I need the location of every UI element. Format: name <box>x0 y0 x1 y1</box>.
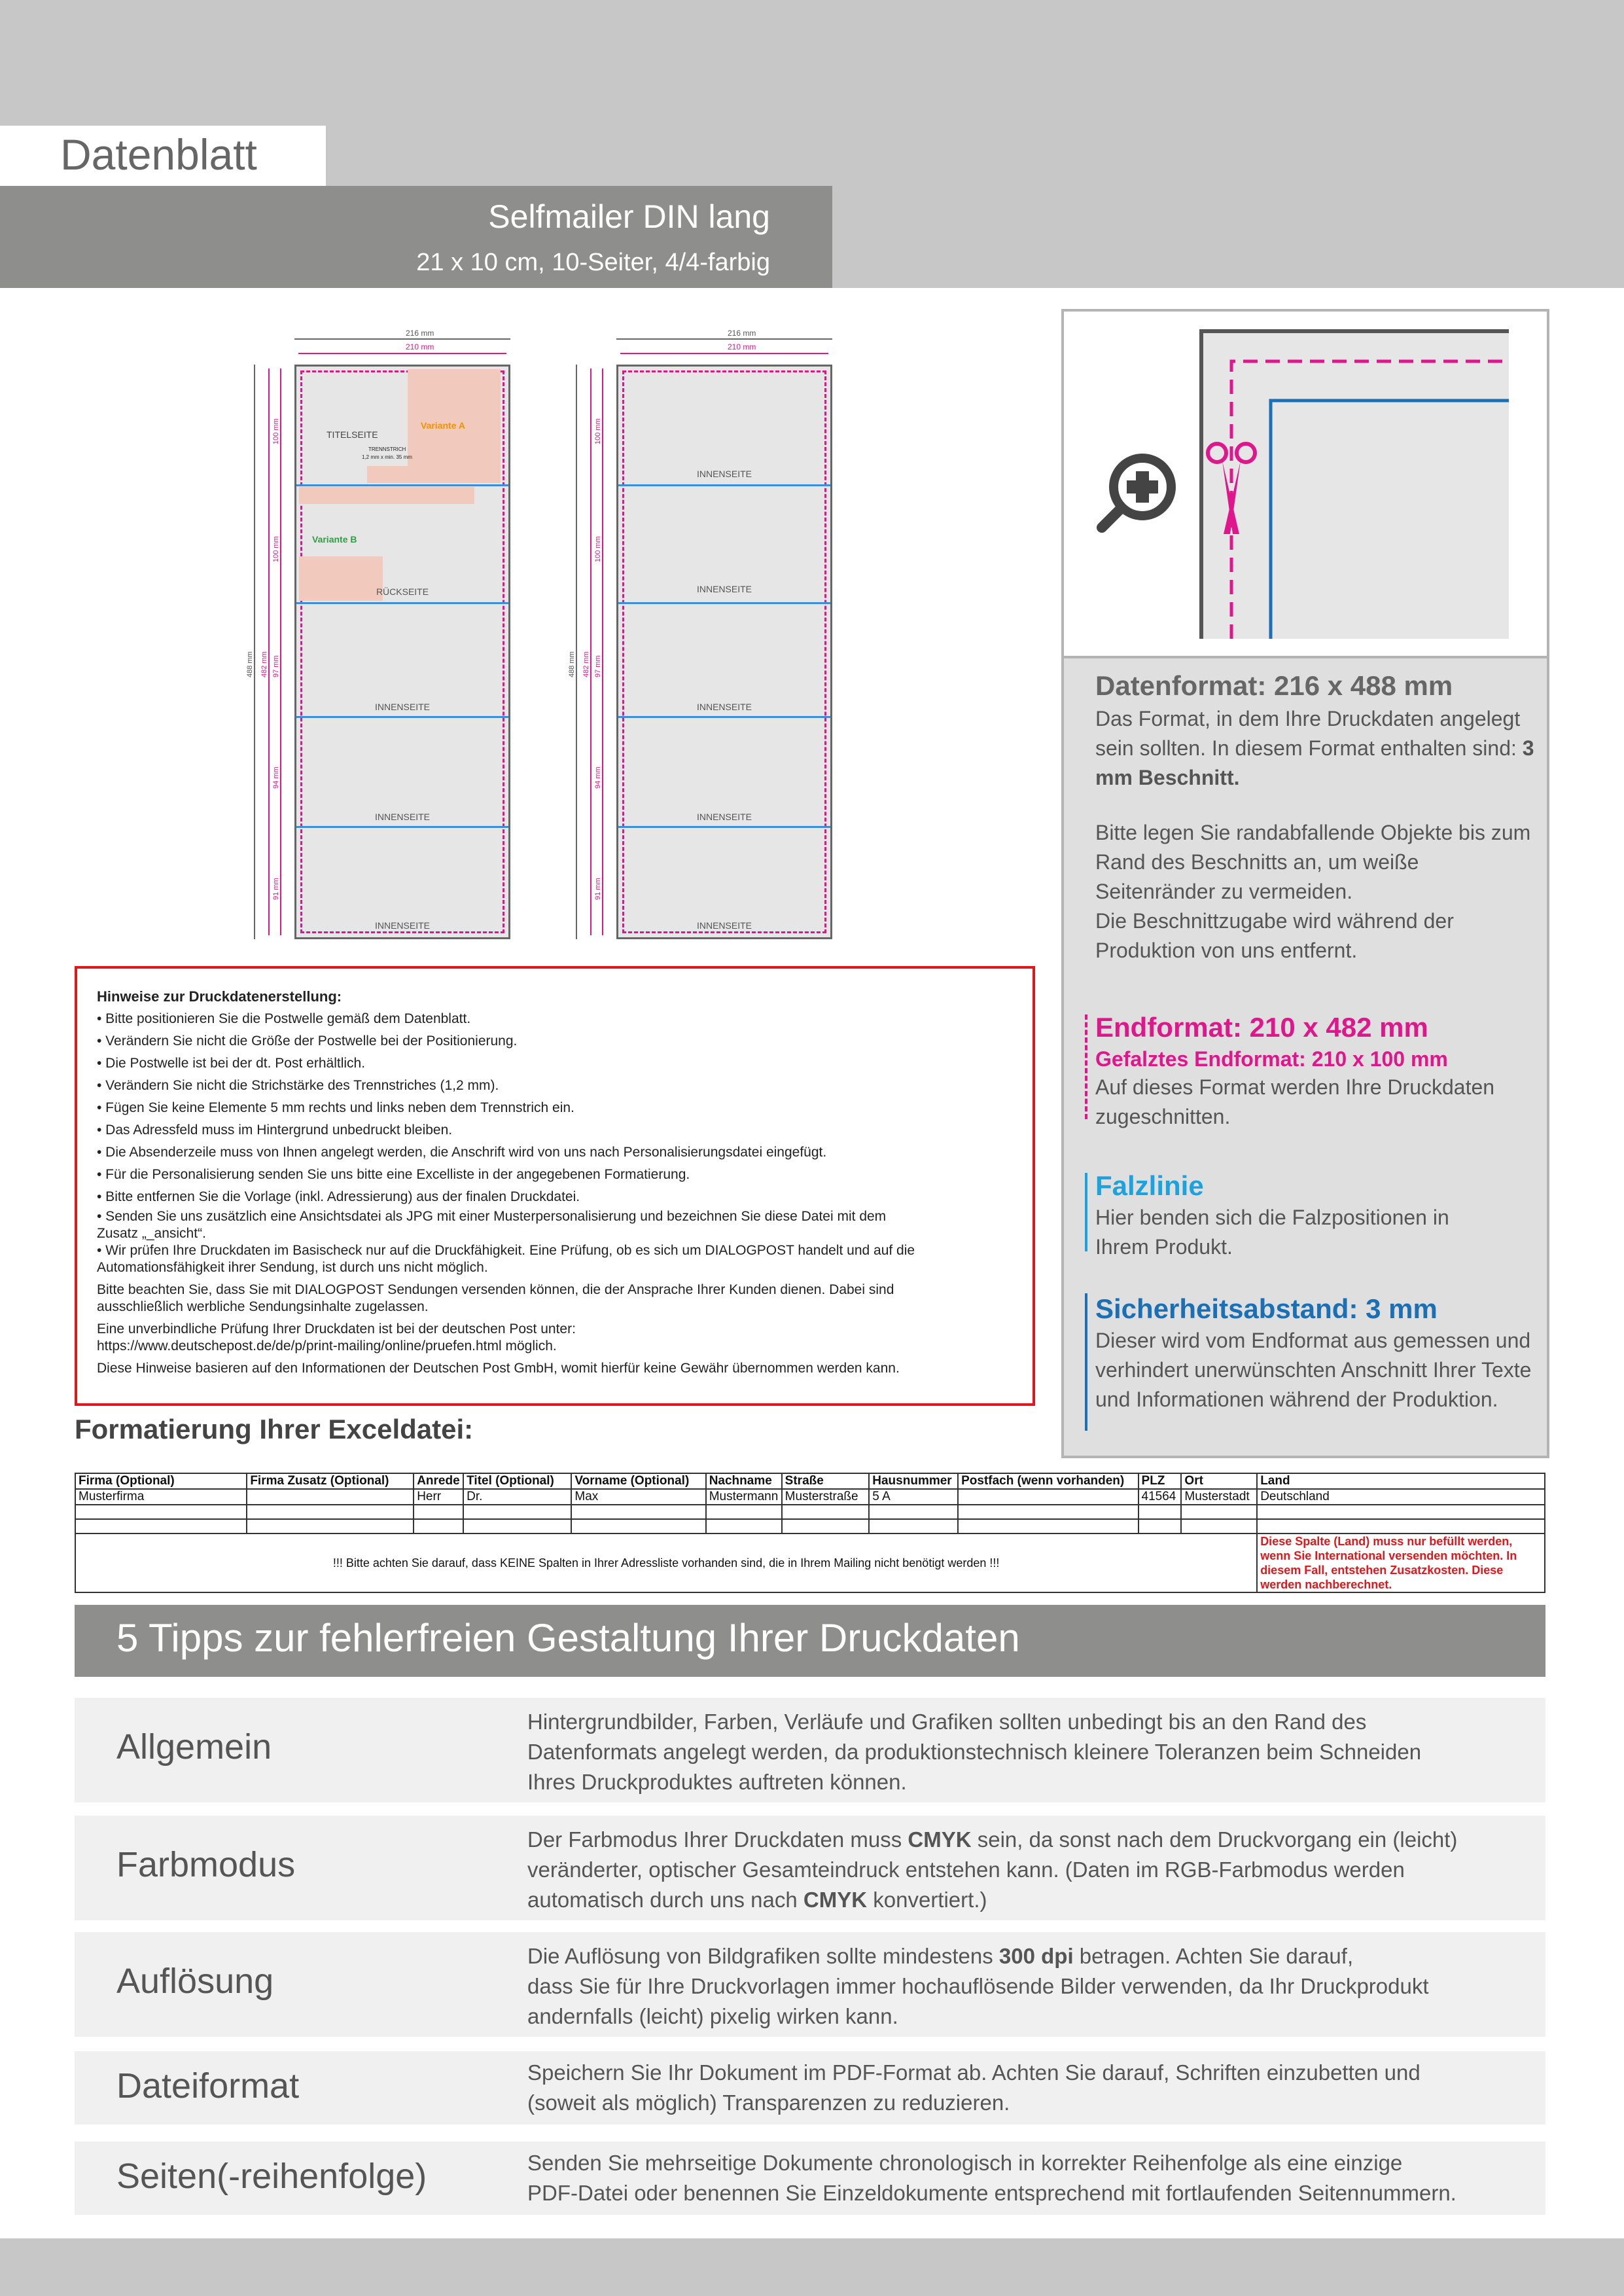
footer-band <box>0 2238 1624 2296</box>
dim-seg-3: 97 mm <box>594 655 602 677</box>
fold-line <box>618 484 830 486</box>
endformat-dashed-marker <box>1085 1014 1087 1119</box>
panel-label-inner: INNENSEITE <box>696 702 752 712</box>
endformat-text: Auf dieses Format werden Ihre Druckdaten zugeschnitten. <box>1095 1075 1495 1128</box>
table-row: Musterfirma Herr Dr. Max Mustermann Musterstraße 5 A 41564 Musterstadt Deutschland <box>75 1489 1545 1505</box>
tip-title: Auflösung <box>116 1962 274 2001</box>
list-item: • Verändern Sie nicht die Größe der Postwelle bei der Positionierung. <box>97 1033 518 1049</box>
fold-line <box>296 484 508 486</box>
tip-row-seitenreihenfolge <box>75 2142 1545 2215</box>
zoom-in-icon <box>1095 449 1180 534</box>
column-header: Firma (Optional) <box>75 1473 247 1489</box>
datenformat-text: Das Format, in dem Ihre Druckdaten angelegt sein sollten. In diesem Format enthalten sind: 3 mm Beschnitt. <box>1095 707 1534 789</box>
dim-width-inner: 210 mm <box>406 342 434 351</box>
endformat-subheading: Gefalztes Endformat: 210 x 100 mm <box>1095 1047 1448 1071</box>
panel-label-title: TITELSEITE <box>327 429 378 440</box>
dim-total-inner: 482 mm <box>582 651 590 677</box>
panel-label-inner: INNENSEITE <box>696 469 752 479</box>
page-title: Datenblatt <box>60 130 257 179</box>
falzlinie-text: Hier benden sich die Falzpositionen in Ihrem Produkt. <box>1095 1206 1449 1259</box>
panel-label-inner: INNENSEITE <box>374 812 430 822</box>
panel-label-inner: INNENSEITE <box>696 812 752 822</box>
sicherheit-text: Dieser wird vom Endformat aus gemessen und verhindert unerwünschten Anschnitt Ihrer Texte und Informationen während der Produktion. <box>1095 1329 1532 1411</box>
falzlinie-heading: Falzlinie <box>1095 1170 1204 1201</box>
excel-table <box>75 1473 1545 1593</box>
panel-label-back: RÜCKSEITE <box>376 586 429 597</box>
list-item: • Für die Personalisierung senden Sie uns bitte eine Excelliste in der angegebenen Formatierung. <box>97 1167 690 1182</box>
fold-line <box>618 826 830 828</box>
dim-total-outer: 488 mm <box>568 651 576 677</box>
list-item: Zusatz „_ansicht“. <box>97 1226 206 1241</box>
column-header: Firma Zusatz (Optional) <box>247 1473 414 1489</box>
dim-seg-2: 100 mm <box>594 536 602 562</box>
table-row <box>75 1505 1545 1519</box>
tip-title: Farbmodus <box>116 1845 296 1884</box>
panel-label-inner: INNENSEITE <box>374 920 430 931</box>
list-item: • Wir prüfen Ihre Druckdaten im Basischeck nur auf die Druckfähigkeit. Eine Prüfung, ob es sich um DIALOGPOST handelt und auf die <box>97 1243 915 1258</box>
page-area <box>616 365 832 939</box>
dim-total-inner: 482 mm <box>260 651 268 677</box>
column-header: Titel (Optional) <box>463 1473 571 1489</box>
column-header: Straße <box>782 1473 870 1489</box>
tip-row-farbmodus <box>75 1816 1545 1920</box>
list-item: • Die Absenderzeile muss von Ihnen angelegt werden, die Anschrift wird von uns nach Personalisierungsdatei eingefügt. <box>97 1145 827 1160</box>
column-header: Nachname <box>706 1473 782 1489</box>
subtitle-box <box>0 186 832 288</box>
dim-width-outer: 216 mm <box>406 329 434 338</box>
tips-heading: 5 Tipps zur fehlerfreien Gestaltung Ihrer Druckdaten <box>116 1616 1020 1660</box>
list-item: • Fügen Sie keine Elemente 5 mm rechts und links neben dem Trennstrich ein. <box>97 1100 574 1115</box>
zoom-illustration <box>1064 312 1547 658</box>
tip-title: Allgemein <box>116 1727 272 1767</box>
list-item: • Verändern Sie nicht die Strichstärke des Trennstriches (1,2 mm). <box>97 1078 499 1093</box>
panel-label-inner: INNENSEITE <box>696 584 752 594</box>
trennstrich-label: TRENNSTRICH <box>368 446 406 452</box>
dim-seg-1: 100 mm <box>272 418 280 444</box>
tip-row-allgemein <box>75 1698 1545 1803</box>
dim-seg-5: 91 mm <box>272 878 280 900</box>
list-item: Bitte beachten Sie, dass Sie mit DIALOGPOST Sendungen versenden können, die der Ansprache Ihrer Kunden dienen. Dabei sind <box>97 1282 894 1297</box>
land-column-note: Diese Spalte (Land) muss nur befüllt werden, wenn Sie International versenden möchten. In diesem Fall, entstehen Zusatzkosten. Diese werden nachberechnet. <box>1257 1534 1545 1592</box>
falzlinie-marker <box>1085 1173 1087 1251</box>
fold-line <box>618 602 830 604</box>
hinweise-heading: Hinweise zur Druckdatenerstellung: <box>97 988 342 1005</box>
list-item: ausschließlich werbliche Sendungsinhalte zugelassen. <box>97 1299 429 1314</box>
product-name: Selfmailer DIN lang <box>488 198 770 235</box>
dim-seg-3: 97 mm <box>272 655 280 677</box>
info-panel <box>1061 309 1549 1458</box>
endformat-heading: Endformat: 210 x 482 mm <box>1095 1012 1428 1043</box>
column-header: PLZ <box>1139 1473 1182 1489</box>
variant-b-strip <box>299 487 474 504</box>
tip-text: Die Auflösung von Bildgrafiken sollte mindestens 300 dpi betragen. Achten Sie darauf, dass Sie für Ihre Druckvorlagen immer hochauflösende Bilder verwenden, da Ihr Druckprodukt andernfalls (leicht) pixelig wirken kann. <box>527 1944 1429 2028</box>
table-header-row <box>75 1473 1545 1489</box>
dim-width-inner: 210 mm <box>728 342 756 351</box>
hinweise-list <box>97 1008 1013 1377</box>
dim-seg-5: 91 mm <box>594 878 602 900</box>
fold-line <box>296 716 508 718</box>
datenformat-heading: Datenformat: 216 x 488 mm <box>1095 670 1453 701</box>
dim-seg-2: 100 mm <box>272 536 280 562</box>
column-header: Hausnummer <box>869 1473 958 1489</box>
fold-line <box>618 716 830 718</box>
fold-line <box>296 826 508 828</box>
layout-diagram-front <box>246 324 550 946</box>
column-header: Anrede <box>414 1473 463 1489</box>
list-item: • Senden Sie uns zusätzlich eine Ansichtsdatei als JPG mit einer Musterpersonalisierung und bezeichnen Sie diese Datei mit dem <box>97 1209 887 1224</box>
variant-a-label: Variante A <box>421 420 465 431</box>
fold-line <box>296 602 508 604</box>
tip-text: Speichern Sie Ihr Dokument im PDF-Format ab. Achten Sie darauf, Schriften einzubetten und (soweit als möglich) Transparenzen zu reduzieren. <box>527 2060 1421 2115</box>
tip-row-aufloesung <box>75 1932 1545 2037</box>
tip-title: Dateiformat <box>116 2066 300 2106</box>
title-tab <box>0 126 326 186</box>
product-spec: 21 x 10 cm, 10-Seiter, 4/4-farbig <box>416 249 770 276</box>
trennstrich-spec: 1,2 mm x min. 35 mm <box>362 454 412 460</box>
dim-seg-4: 94 mm <box>272 766 280 789</box>
list-item: Diese Hinweise basieren auf den Informationen der Deutschen Post GmbH, womit hierfür keine Gewähr übernommen werden kann. <box>97 1361 900 1376</box>
list-item: • Die Postwelle ist bei der dt. Post erhältlich. <box>97 1056 366 1071</box>
column-header: Land <box>1257 1473 1545 1489</box>
table-row <box>75 1519 1545 1534</box>
tip-title: Seiten(-reihenfolge) <box>116 2157 427 2196</box>
table-note-row <box>75 1534 1545 1592</box>
bleed-line <box>622 370 826 933</box>
dim-seg-1: 100 mm <box>594 418 602 444</box>
layout-diagram-back <box>568 324 872 946</box>
panel-label-inner: INNENSEITE <box>374 702 430 712</box>
list-item: https://www.deutschepost.de/de/p/print-mailing/online/pruefen.html möglich. <box>97 1338 557 1354</box>
variant-b-label: Variante B <box>312 534 357 545</box>
excel-heading: Formatierung Ihrer Exceldatei: <box>75 1414 474 1444</box>
variant-a-strip <box>367 466 501 483</box>
dim-width-outer: 216 mm <box>728 329 756 338</box>
list-item: • Bitte positionieren Sie die Postwelle gemäß dem Datenblatt. <box>97 1011 471 1026</box>
sicherheit-heading: Sicherheitsabstand: 3 mm <box>1095 1293 1438 1324</box>
list-item: Automationsfähigkeit ihrer Sendung, ist durch uns nicht möglich. <box>97 1260 488 1275</box>
datenformat-text-2: Bitte legen Sie randabfallende Objekte bis zum Rand des Beschnitts an, um weiße Seitenränder zu vermeiden. <box>1095 821 1531 903</box>
tip-text: Der Farbmodus Ihrer Druckdaten muss CMYK sein, da sonst nach dem Druckvorgang ein (leicht) veränderter, optischer Gesamteindruck entstehen kann. (Daten im RGB-Farbmodus werden automatisch durch uns nach CMYK konvertiert.) <box>527 1827 1458 1912</box>
scissors-icon <box>1204 439 1259 537</box>
list-item: Eine unverbindliche Prüfung Ihrer Druckdaten ist bei der deutschen Post unter: <box>97 1321 576 1336</box>
datenformat-text-3: Die Beschnittzugabe wird während der Produktion von uns entfernt. <box>1095 909 1454 962</box>
tip-text: Senden Sie mehrseitige Dokumente chronologisch in korrekter Reihenfolge als eine einzige PDF-Datei oder benennen Sie Einzeldokumente entsprechend mit fortlaufenden Seitennummern. <box>527 2151 1456 2205</box>
tips-heading-bar <box>75 1605 1545 1677</box>
dim-total-outer: 488 mm <box>246 651 254 677</box>
list-item: • Das Adressfeld muss im Hintergrund unbedruckt bleiben. <box>97 1122 453 1138</box>
column-header: Postfach (wenn vorhanden) <box>958 1473 1138 1489</box>
tip-row-dateiformat <box>75 2051 1545 2125</box>
column-header: Vorname (Optional) <box>571 1473 705 1489</box>
list-item: • Bitte entfernen Sie die Vorlage (inkl. Adressierung) aus der finalen Druckdatei. <box>97 1189 580 1204</box>
hinweise-box <box>75 966 1035 1406</box>
table-note: !!! Bitte achten Sie darauf, dass KEINE Spalten in Ihrer Adressliste vorhanden sind, die in Ihrem Mailing nicht benötigt werden !!! <box>75 1534 1257 1592</box>
dim-seg-4: 94 mm <box>594 766 602 789</box>
column-header: Ort <box>1181 1473 1257 1489</box>
sicherheit-marker <box>1085 1293 1087 1431</box>
tip-text: Hintergrundbilder, Farben, Verläufe und Grafiken sollten unbedingt bis an den Rand des Datenformats angelegt werden, da produktionstechnisch kleinere Toleranzen beim Schneiden Ihres Druckproduktes auftreten können. <box>527 1710 1422 1794</box>
page-area <box>294 365 510 939</box>
panel-label-inner: INNENSEITE <box>696 920 752 931</box>
